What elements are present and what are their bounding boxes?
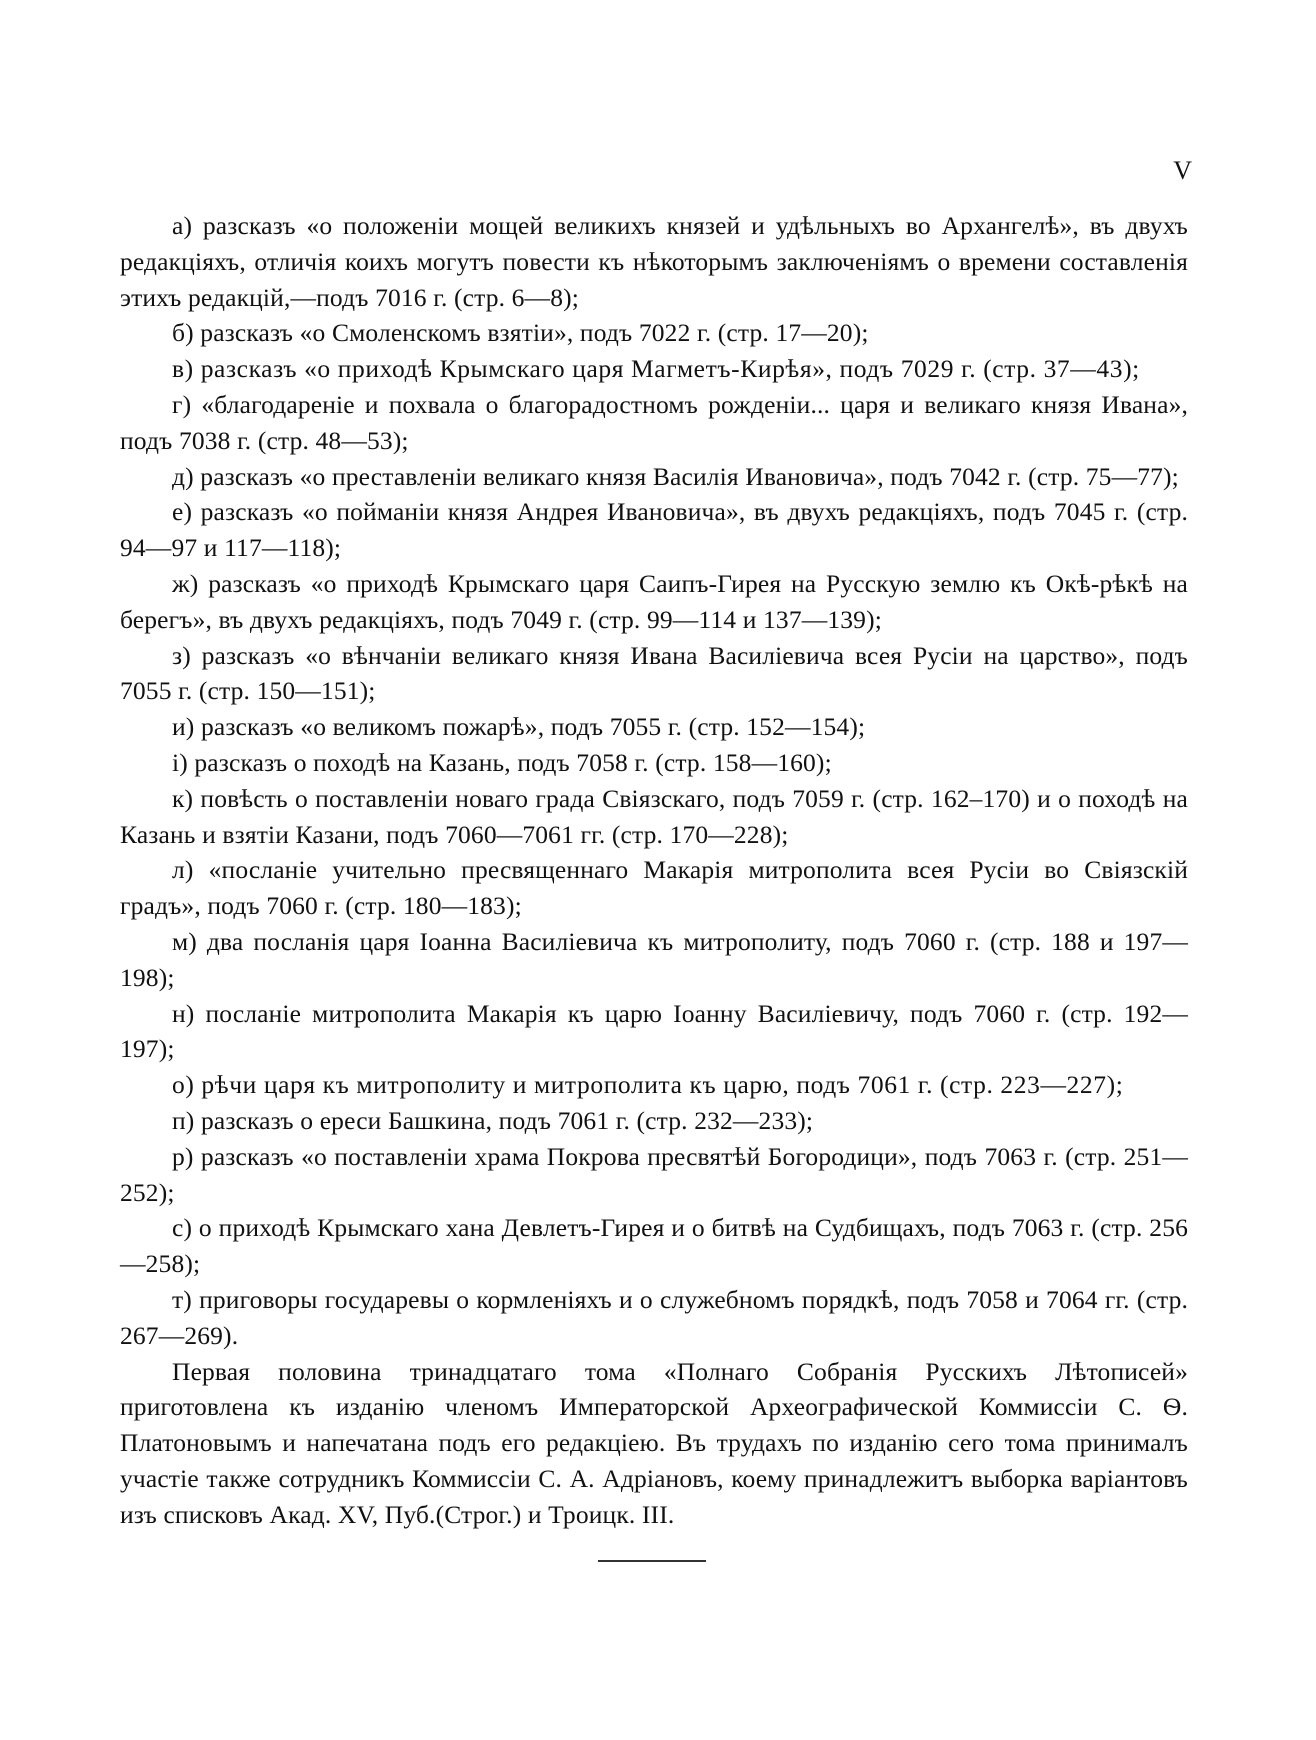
list-item: п) разсказъ о ереси Башкина, подъ 7061 г. (стр. 232—233);	[172, 1105, 814, 1135]
list-item: б) разсказъ «о Смоленскомъ взятіи», подъ 7022 г. (стр. 17—20);	[172, 318, 869, 348]
list-item: м) два посланія царя Іоанна Василіевича къ митрополиту, подъ 7060 г. (стр. 188 и 197—198);	[120, 926, 1188, 992]
list-item: г) «благодареніе и похвала о благорадостномъ рожденіи... царя и великаго князя Ивана», подъ 7038 г. (стр. 48—53);	[120, 389, 1188, 455]
list-item: н) посланіе митрополита Макарія къ царю Іоанну Василіевичу, подъ 7060 г. (стр. 192—197);	[120, 998, 1188, 1064]
list-item: і) разсказъ о походѣ на Казань, подъ 7058 г. (стр. 158—160);	[172, 747, 832, 777]
list-item: д) разсказъ «о преставленіи великаго князя Василія Ивановича», подъ 7042 г. (стр. 75—77);	[172, 461, 1179, 491]
list-item: ж) разсказъ «о приходѣ Крымскаго царя Саипъ-Гирея на Русскую землю къ Окѣ-рѣкѣ на берегъ», въ двухъ редакціяхъ, подъ 7049 г. (стр. 99—114 и 137—139);	[120, 568, 1188, 634]
page-number: V	[1173, 156, 1192, 185]
section-divider	[598, 1560, 706, 1562]
list-item: е) разсказъ «о пойманіи князя Андрея Ивановича», въ двухъ редакціяхъ, подъ 7045 г. (стр. 94—97 и 117—118);	[120, 497, 1188, 563]
text-block	[120, 208, 1188, 1532]
list-item: т) приговоры государевы о кормленіяхъ и о служебномъ порядкѣ, подъ 7058 и 7064 гг. (стр. 267—269).	[120, 1284, 1188, 1350]
list-item: и) разсказъ «о великомъ пожарѣ», подъ 7055 г. (стр. 152—154);	[172, 712, 866, 742]
list-item: з) разсказъ «о вѣнчаніи великаго князя Ивана Василіевича всея Русіи на царство», подъ 7055 г. (стр. 150—151);	[120, 640, 1188, 706]
list-item: а) разсказъ «о положеніи мощей великихъ князей и удѣльныхъ во Архангелѣ», въ двухъ редакціяхъ, отличія коихъ могутъ повести къ нѣкоторымъ заключеніямъ о времени составленія этихъ редакцій,—подъ 7016 г. (стр. 6—8);	[120, 211, 1188, 312]
list-item: о) рѣчи царя къ митрополиту и митрополита къ царю, подъ 7061 г. (стр. 223—227);	[172, 1070, 1124, 1100]
list-item: к) повѣсть о поставленіи новаго града Свіязскаго, подъ 7059 г. (стр. 162–170) и о походѣ на Казань и взятіи Казани, подъ 7060—7061 гг. (стр. 170—228);	[120, 783, 1188, 849]
closing-paragraph: Первая половина тринадцатаго тома «Полнаго Собранія Русскихъ Лѣтописей» приготовлена къ изданію членомъ Императорской Археографической Коммиссіи С. Ѳ. Платоновымъ и напечатана подъ его редакціею. Въ трудахъ по изданію сего тома принималъ участіе также сотрудникъ Коммиссіи С. А. Адріановъ, коему принадлежитъ выборка варіантовъ изъ списковъ Акад. XV, Пуб.(Строг.) и Троицк. III.	[120, 1356, 1188, 1529]
list-item: с) о приходѣ Крымскаго хана Девлетъ-Гирея и о битвѣ на Судбищахъ, подъ 7063 г. (стр. 256—258);	[120, 1213, 1188, 1279]
list-item: р) разсказъ «о поставленіи храма Покрова пресвятѣй Богородици», подъ 7063 г. (стр. 251—252);	[120, 1141, 1188, 1207]
list-item: л) «посланіе учительно пресвященнаго Макарія митрополита всея Русіи во Свіязскій градъ», подъ 7060 г. (стр. 180—183);	[120, 855, 1188, 921]
list-item: в) разсказъ «о приходѣ Крымскаго царя Магметъ-Кирѣя», подъ 7029 г. (стр. 37—43);	[172, 354, 1140, 384]
